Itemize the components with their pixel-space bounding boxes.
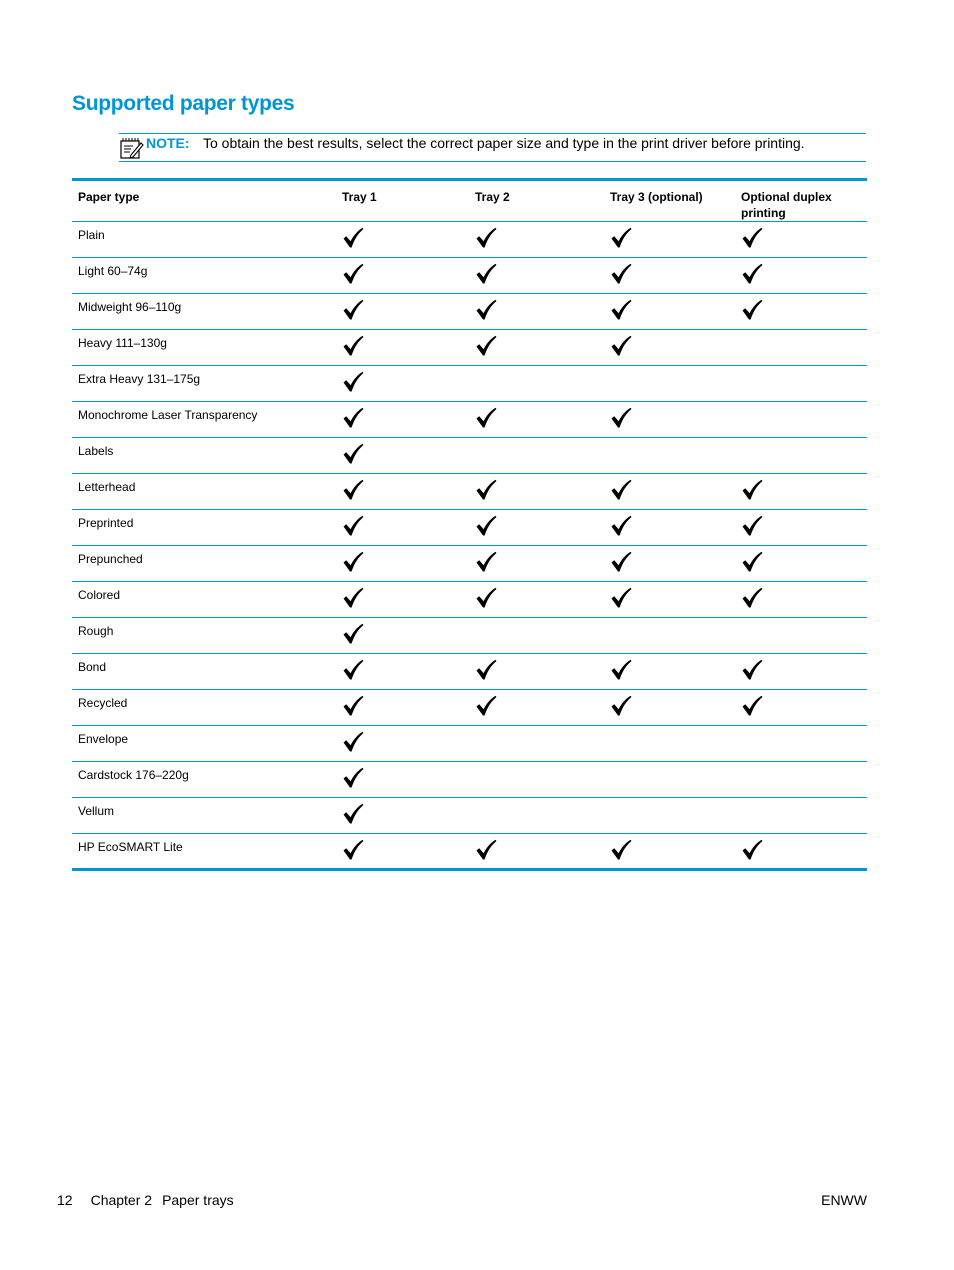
support-cell <box>735 798 867 834</box>
support-cell <box>336 510 469 546</box>
table-header-row <box>72 180 867 222</box>
support-cell <box>604 438 735 474</box>
support-cell <box>604 510 735 546</box>
table-row <box>72 654 867 690</box>
paper-type-cell: Heavy 111–130g <box>72 330 336 366</box>
checkmark-icon <box>342 803 364 825</box>
checkmark-icon <box>741 587 763 609</box>
table-row <box>72 330 867 366</box>
support-cell <box>336 474 469 510</box>
support-cell <box>469 762 604 798</box>
footer-locale: ENWW <box>821 1192 867 1208</box>
checkmark-icon <box>610 695 632 717</box>
support-cell <box>469 510 604 546</box>
footer-section: Paper trays <box>162 1192 234 1208</box>
support-cell <box>336 726 469 762</box>
checkmark-icon <box>342 299 364 321</box>
checkmark-icon <box>741 551 763 573</box>
table-row <box>72 618 867 654</box>
support-cell <box>469 474 604 510</box>
support-cell <box>735 762 867 798</box>
checkmark-icon <box>342 335 364 357</box>
checkmark-icon <box>610 227 632 249</box>
table-row <box>72 582 867 618</box>
note-pad-icon <box>119 136 145 160</box>
checkmark-icon <box>741 479 763 501</box>
paper-type-cell: Plain <box>72 222 336 258</box>
note-box <box>119 133 866 162</box>
checkmark-icon <box>741 659 763 681</box>
support-cell <box>336 366 469 402</box>
checkmark-icon <box>475 839 497 861</box>
checkmark-icon <box>610 659 632 681</box>
support-cell <box>735 330 867 366</box>
support-cell <box>469 726 604 762</box>
checkmark-icon <box>475 515 497 537</box>
checkmark-icon <box>741 515 763 537</box>
checkmark-icon <box>741 695 763 717</box>
checkmark-icon <box>475 407 497 429</box>
checkmark-icon <box>475 299 497 321</box>
table-row <box>72 222 867 258</box>
support-cell <box>604 654 735 690</box>
paper-type-cell: Recycled <box>72 690 336 726</box>
checkmark-icon <box>342 587 364 609</box>
checkmark-icon <box>610 515 632 537</box>
support-cell <box>735 654 867 690</box>
table-row <box>72 402 867 438</box>
table-row <box>72 294 867 330</box>
support-cell <box>604 366 735 402</box>
support-cell <box>469 654 604 690</box>
support-cell <box>469 366 604 402</box>
checkmark-icon <box>741 263 763 285</box>
header-tray-2: Tray 2 <box>469 180 604 222</box>
checkmark-icon <box>610 587 632 609</box>
support-cell <box>604 762 735 798</box>
support-cell <box>735 438 867 474</box>
support-cell <box>604 330 735 366</box>
page-number: 12 <box>57 1192 73 1208</box>
checkmark-icon <box>610 299 632 321</box>
support-cell <box>336 582 469 618</box>
paper-type-cell: Prepunched <box>72 546 336 582</box>
support-cell <box>336 438 469 474</box>
paper-type-cell: Monochrome Laser Transparency <box>72 402 336 438</box>
support-cell <box>336 654 469 690</box>
support-cell <box>735 726 867 762</box>
table-row <box>72 474 867 510</box>
paper-type-cell: Rough <box>72 618 336 654</box>
paper-type-cell: Colored <box>72 582 336 618</box>
paper-type-cell: Bond <box>72 654 336 690</box>
support-cell <box>735 582 867 618</box>
support-cell <box>336 618 469 654</box>
checkmark-icon <box>610 407 632 429</box>
checkmark-icon <box>610 479 632 501</box>
checkmark-icon <box>342 227 364 249</box>
support-cell <box>735 510 867 546</box>
header-tray-1: Tray 1 <box>336 180 469 222</box>
table-row <box>72 258 867 294</box>
support-cell <box>336 258 469 294</box>
support-cell <box>469 798 604 834</box>
note-text: To obtain the best results, select the correct paper size and type in the print driver before printing. <box>203 135 805 151</box>
checkmark-icon <box>475 695 497 717</box>
paper-type-cell: Envelope <box>72 726 336 762</box>
support-cell <box>469 438 604 474</box>
support-cell <box>469 402 604 438</box>
header-duplex: Optional duplex printing <box>735 180 867 222</box>
table-row <box>72 690 867 726</box>
checkmark-icon <box>342 371 364 393</box>
footer-left <box>57 1192 252 1208</box>
support-cell <box>735 618 867 654</box>
support-cell <box>336 762 469 798</box>
support-cell <box>469 546 604 582</box>
table-row <box>72 366 867 402</box>
checkmark-icon <box>610 335 632 357</box>
support-cell <box>336 690 469 726</box>
support-cell <box>469 258 604 294</box>
support-cell <box>604 294 735 330</box>
paper-type-cell: Labels <box>72 438 336 474</box>
table-row <box>72 438 867 474</box>
note-label: NOTE: <box>146 135 190 151</box>
checkmark-icon <box>741 299 763 321</box>
support-cell <box>336 330 469 366</box>
checkmark-icon <box>741 227 763 249</box>
checkmark-icon <box>741 839 763 861</box>
support-cell <box>735 546 867 582</box>
support-cell <box>469 330 604 366</box>
support-cell <box>604 582 735 618</box>
checkmark-icon <box>475 659 497 681</box>
support-cell <box>469 690 604 726</box>
header-paper-type: Paper type <box>72 180 336 222</box>
checkmark-icon <box>342 659 364 681</box>
paper-type-cell: Vellum <box>72 798 336 834</box>
page-title: Supported paper types <box>72 92 295 115</box>
footer-chapter: Chapter 2 <box>90 1192 153 1208</box>
support-cell <box>735 258 867 294</box>
checkmark-icon <box>475 335 497 357</box>
checkmark-icon <box>610 839 632 861</box>
checkmark-icon <box>342 731 364 753</box>
support-cell <box>604 258 735 294</box>
support-cell <box>336 798 469 834</box>
support-cell <box>604 834 735 870</box>
support-cell <box>604 690 735 726</box>
support-cell <box>336 294 469 330</box>
checkmark-icon <box>342 839 364 861</box>
support-cell <box>735 402 867 438</box>
support-cell <box>604 474 735 510</box>
support-cell <box>735 222 867 258</box>
support-cell <box>469 294 604 330</box>
support-cell <box>604 546 735 582</box>
checkmark-icon <box>342 515 364 537</box>
checkmark-icon <box>342 551 364 573</box>
checkmark-icon <box>342 443 364 465</box>
paper-type-cell: HP EcoSMART Lite <box>78 840 183 854</box>
checkmark-icon <box>610 551 632 573</box>
checkmark-icon <box>475 227 497 249</box>
support-cell <box>336 834 469 870</box>
table-row <box>72 510 867 546</box>
support-cell <box>604 726 735 762</box>
checkmark-icon <box>342 767 364 789</box>
support-cell <box>735 690 867 726</box>
paper-type-cell: Letterhead <box>72 474 336 510</box>
support-cell <box>336 222 469 258</box>
support-cell <box>469 222 604 258</box>
paper-type-cell: Light 60–74g <box>72 258 336 294</box>
table-row <box>72 798 867 834</box>
checkmark-icon <box>342 407 364 429</box>
table-row <box>72 762 867 798</box>
checkmark-icon <box>475 551 497 573</box>
support-cell <box>735 366 867 402</box>
checkmark-icon <box>475 263 497 285</box>
support-cell <box>469 582 604 618</box>
support-cell <box>735 474 867 510</box>
paper-type-cell: Cardstock 176–220g <box>72 762 336 798</box>
paper-types-table <box>72 178 867 871</box>
table-row <box>72 834 867 870</box>
checkmark-icon <box>342 623 364 645</box>
table-row <box>72 726 867 762</box>
support-cell <box>604 618 735 654</box>
support-cell <box>735 294 867 330</box>
support-cell <box>604 402 735 438</box>
table-row <box>72 546 867 582</box>
support-cell <box>469 834 604 870</box>
header-tray-3: Tray 3 (optional) <box>604 180 735 222</box>
support-cell <box>604 222 735 258</box>
paper-type-cell: Midweight 96–110g <box>72 294 336 330</box>
support-cell <box>735 834 867 870</box>
checkmark-icon <box>342 479 364 501</box>
checkmark-icon <box>342 695 364 717</box>
paper-type-cell: Preprinted <box>72 510 336 546</box>
support-cell <box>604 798 735 834</box>
paper-type-cell: Extra Heavy 131–175g <box>72 366 336 402</box>
checkmark-icon <box>610 263 632 285</box>
support-cell <box>336 546 469 582</box>
support-cell <box>469 618 604 654</box>
checkmark-icon <box>342 263 364 285</box>
support-cell <box>336 402 469 438</box>
table-body <box>72 222 867 870</box>
checkmark-icon <box>475 479 497 501</box>
checkmark-icon <box>475 587 497 609</box>
